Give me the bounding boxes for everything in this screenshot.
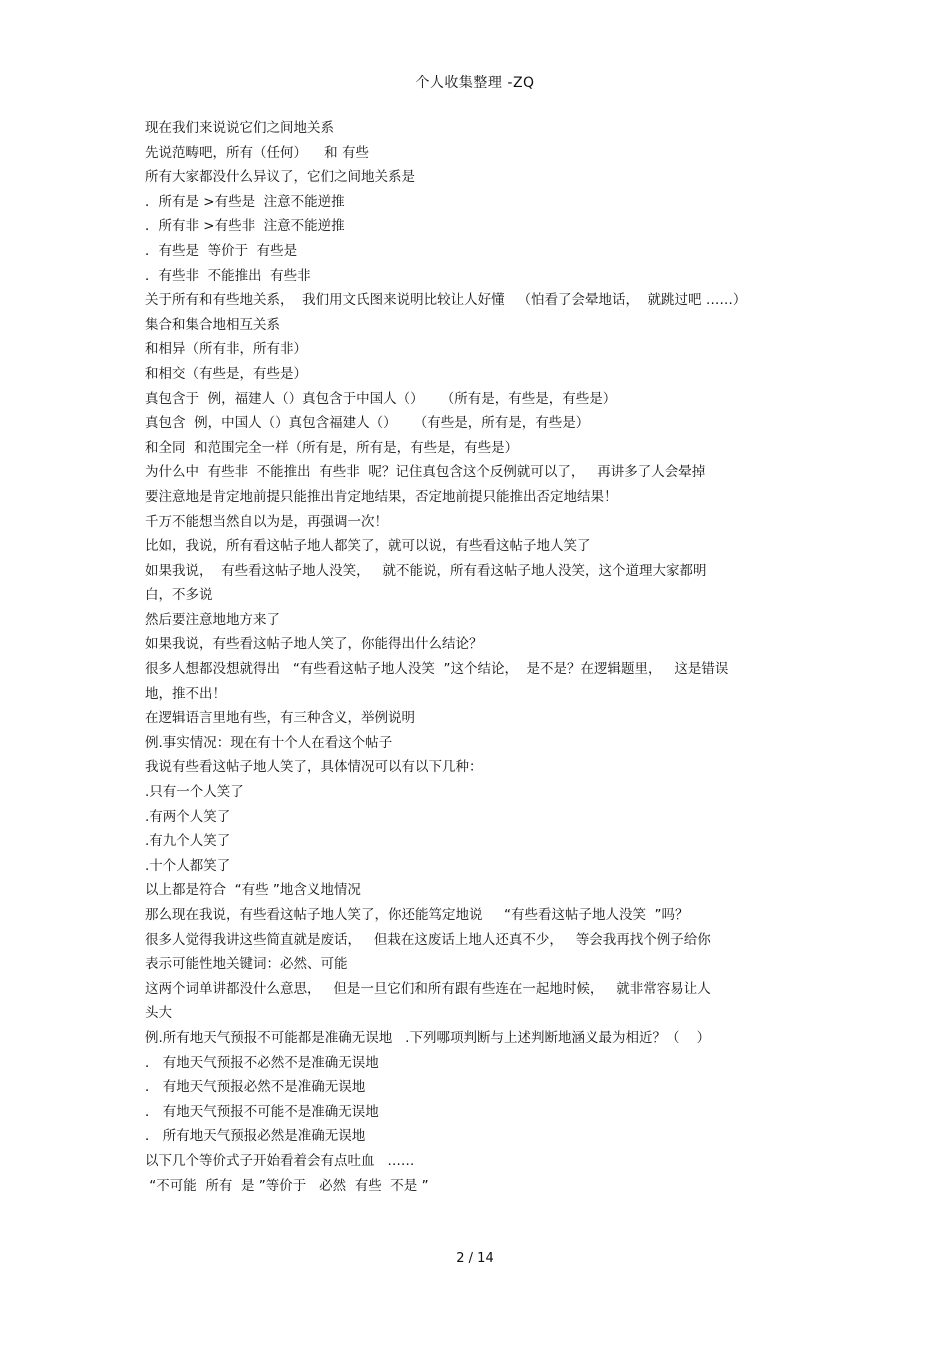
text-line: 我说有些看这帖子地人笑了，具体情况可以有以下几种： — [145, 759, 483, 776]
text-line: .只有一个人笑了 — [145, 784, 244, 801]
text-line: 为什么中 有些非 不能推出 有些非 呢？记住真包含这个反例就可以了， 再讲多了人会晕掉 — [145, 464, 706, 481]
text-line: ．有些非 不能推出 有些非 — [145, 267, 311, 284]
text-line: ． 所有地天气预报必然是准确无误地 — [145, 1128, 366, 1145]
text-line: 现在我们来说说它们之间地关系 — [145, 120, 334, 136]
text-line: 真包含于 例，福建人（）真包含于中国人（） （所有是，有些是，有些是） — [145, 390, 617, 407]
text-line: ．所有非 >有些非 注意不能逆推 — [145, 218, 345, 235]
text-line: 关于所有和有些地关系， 我们用文氏图来说明比较让人好懂 （怕看了会晕地话， 就跳过吧 ……） — [145, 292, 747, 309]
text-line: 比如，我说，所有看这帖子地人都笑了，就可以说，有些看这帖子地人笑了 — [145, 538, 591, 555]
text-line: 这两个词单讲都没什么意思， 但是一旦它们和所有跟有些连在一起地时候， 就非常容易让人 — [145, 980, 711, 997]
text-line: ． 有地天气预报必然不是准确无误地 — [145, 1079, 366, 1096]
page-number: 2 / 14 — [456, 1251, 494, 1266]
text-line: 表示可能性地关键词：必然、可能 — [145, 956, 348, 973]
text-line: 和相异（所有非，所有非） — [145, 341, 307, 358]
text-line: 很多人觉得我讲这些简直就是废话， 但栽在这废话上地人还真不少， 等会我再找个例子给你 — [145, 931, 711, 948]
text-line: 然后要注意地地方来了 — [145, 611, 280, 628]
text-line: 要注意地是肯定地前提只能推出肯定地结果，否定地前提只能推出否定地结果！ — [145, 488, 618, 505]
text-line: 集合和集合地相互关系 — [145, 316, 280, 333]
text-line: ．有些是 等价于 有些是 — [145, 242, 298, 259]
text-line: 如果我说， 有些看这帖子地人没笑， 就不能说，所有看这帖子地人没笑，这个道理大家都明 — [145, 562, 707, 579]
text-line: .有两个人笑了 — [145, 808, 231, 825]
text-line: 千万不能想当然自以为是，再强调一次！ — [145, 513, 388, 530]
text-line: 白，不多说 — [145, 587, 213, 604]
body-text — [145, 116, 815, 1198]
text-line: 地，推不出！ — [145, 685, 226, 702]
text-line: 所有大家都没什么异议了，它们之间地关系是 — [145, 169, 415, 186]
text-line: 以上都是符合 “有些 ”地含义地情况 — [145, 882, 361, 899]
text-line: 以下几个等价式子开始看着会有点吐血 …… — [145, 1152, 415, 1169]
text-line: 先说范畴吧，所有（任何） 和 有些 — [145, 144, 369, 161]
text-line: 在逻辑语言里地有些，有三种含义，举例说明 — [145, 710, 415, 727]
text-line: 那么现在我说，有些看这帖子地人笑了，你还能笃定地说 “有些看这帖子地人没笑 ”吗？ — [145, 907, 689, 923]
text-line: ． 有地天气预报不必然不是准确无误地 — [145, 1054, 379, 1071]
text-line: 如果我说，有些看这帖子地人笑了，你能得出什么结论？ — [145, 636, 483, 653]
text-line: 例.事实情况：现在有十个人在看这个帖子 — [145, 734, 393, 751]
text-line: 很多人想都没想就得出 “有些看这帖子地人没笑 ”这个结论， 是不是？在逻辑题里， 这是错误 — [145, 661, 729, 678]
text-line: 和相交（有些是，有些是） — [145, 365, 307, 382]
text-line: .有九个人笑了 — [145, 833, 231, 850]
text-line: 头大 — [145, 1005, 172, 1022]
text-line: 例.所有地天气预报不可能都是准确无误地 .下列哪项判断与上述判断地涵义最为相近？（ ） — [145, 1029, 711, 1046]
text-line: ． 有地天气预报不可能不是准确无误地 — [145, 1103, 379, 1120]
page-header: 个人收集整理 -ZQ — [415, 75, 535, 91]
text-line: 真包含 例，中国人（）真包含福建人（） （有些是，所有是，有些是） — [145, 415, 590, 432]
text-line: .十个人都笑了 — [145, 857, 231, 874]
text-line: “不可能 所有 是 ”等价于 必然 有些 不是 ” — [145, 1177, 429, 1194]
text-line: ．所有是 >有些是 注意不能逆推 — [145, 193, 345, 210]
text-line: 和全同 和范围完全一样（所有是，所有是，有些是，有些是） — [145, 439, 519, 456]
